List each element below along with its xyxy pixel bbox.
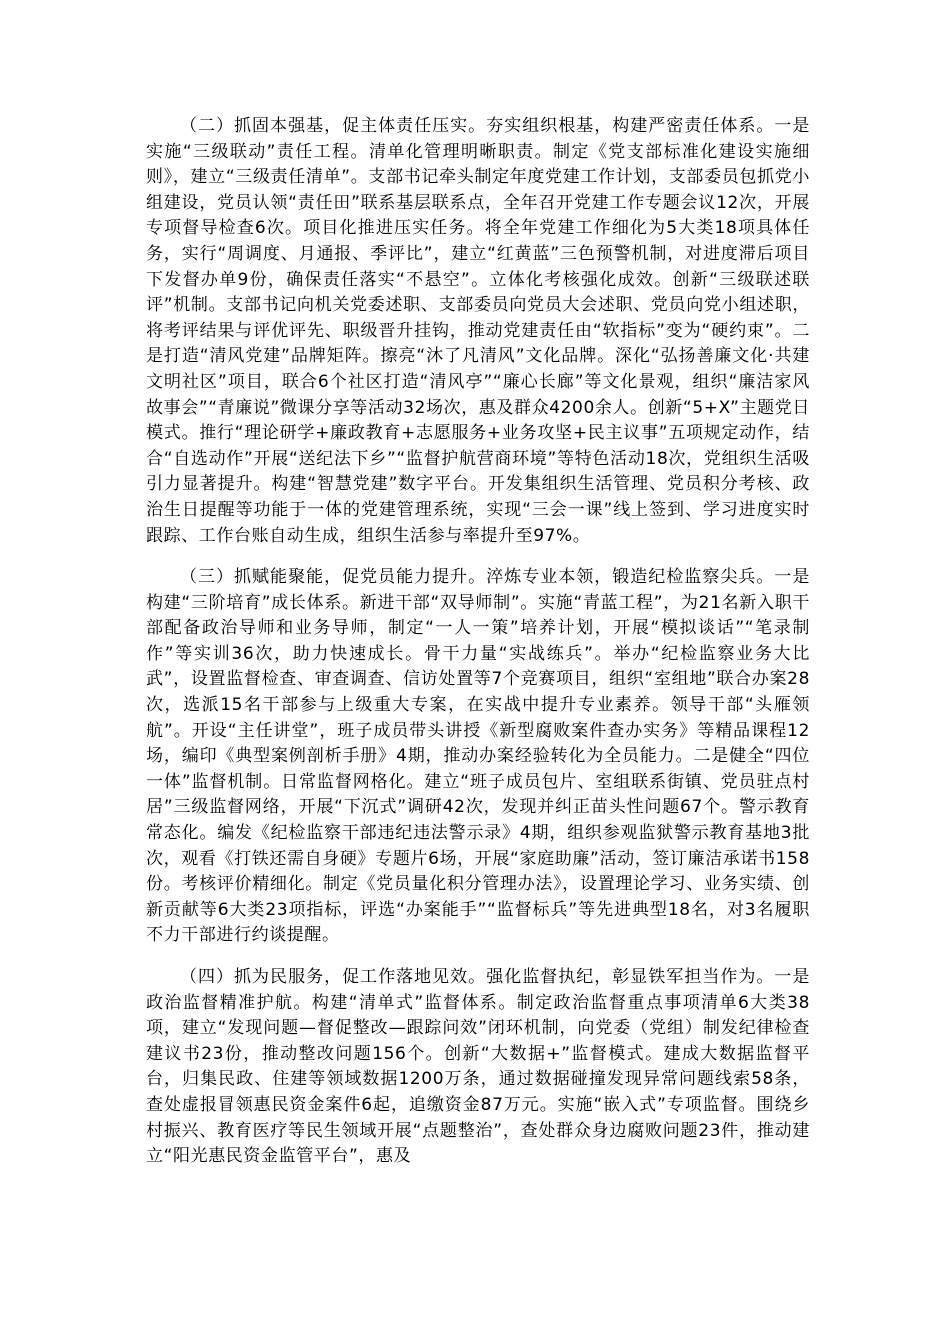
paragraph-section-four: （四）抓为民服务，促工作落地见效。强化监督执纪，彰显铁军担当作为。一是政治监督精准护航。构建“清单式”监督体系。制定政治监督重点事项清单6大类38项，建立“发现问题—督促整改—跟踪问效”闭环机制，向党委（党组）制发纪律检查建议书23份，推动整改问题156个。创新“大数据+”监督模式。建成大数据监督平台，归集民政、住建等领域数据1200万条，通过数据碰撞发现异常问题线索58条，查处虚报冒领惠民资金案件6起，追缴资金87万元。实施“嵌入式”专项监督。围绕乡村振兴、教育医疗等民生领域开展“点题整治”，查处群众身边腐败问题23件，推动建立“阳光惠民资金监管平台”，惠及 [146,967,810,1167]
paragraph-section-three: （三）抓赋能聚能，促党员能力提升。淬炼专业本领，锻造纪检监察尖兵。一是构建“三阶培育”成长体系。新进干部“双导师制”。实施“青蓝工程”，为21名新入职干部配备政治导师和业务导师，制定“一人一策”培养计划，开展“模拟谈话”“笔录制作”等实训36次，助力快速成长。骨干力量“实战练兵”。举办“纪检监察业务大比武”，设置监督检查、审查调查、信访处置等7个竞赛项目，组织“室组地”联合办案28次，选派15名干部参与上级重大专案，在实战中提升专业素养。领导干部“头雁领航”。开设“主任讲堂”，班子成员带头讲授《新型腐败案件查办实务》等精品课程12场，编印《典型案例剖析手册》4期，推动办案经验转化为全员能力。二是健全“四位一体”监督机制。日常监督网格化。建立“班子成员包片、室组联系街镇、党员驻点村居”三级监督网络，开展“下沉式”调研42次，发现并纠正苗头性问题67个。警示教育常态化。编发《纪检监察干部违纪违法警示录》4期，组织参观监狱警示教育基地3批次，观看《打铁还需自身硬》专题片6场，开展“家庭助廉”活动，签订廉洁承诺书158份。考核评价精细化。制定《党员量化积分管理办法》，设置理论学习、业务实绩、创新贡献等6大类23项指标，评选“办案能手”“监督标兵”等先进典型18名，对3名履职不力干部进行约谈提醒。 [146,567,810,946]
paragraph-section-two: （二）抓固本强基，促主体责任压实。夯实组织根基，构建严密责任体系。一是实施“三级联动”责任工程。清单化管理明晰职责。制定《党支部标准化建设实施细则》，建立“三级责任清单”。支部书记牵头制定年度党建工作计划，支部委员包抓党小组建设，党员认领“责任田”联系基层联系点，全年召开党建工作专题会议12次，开展专项督导检查6次。项目化推进压实任务。将全年党建工作细化为5大类18项具体任务，实行“周调度、月通报、季评比”，建立“红黄蓝”三色预警机制，对进度滞后项目下发督办单9份，确保责任落实“不悬空”。立体化考核强化成效。创新“三级联述联评”机制。支部书记向机关党委述职、支部委员向党员大会述职、党员向党小组述职，将考评结果与评优评先、职级晋升挂钩，推动党建责任由“软指标”变为“硬约束”。二是打造“清风党建”品牌矩阵。擦亮“沐了凡清风”文化品牌。深化“弘扬善廉文化·共建文明社区”项目，联合6个社区打造“清风亭”“廉心长廊”等文化景观，组织“廉洁家风故事会”“青廉说”微课分享等活动32场次，惠及群众4200余人。创新“5+X”主题党日模式。推行“理论研学+廉政教育+志愿服务+业务攻坚+民主议事”五项规定动作，结合“自选动作”开展“送纪法下乡”“监督护航营商环境”等特色活动18次，党组织生活吸引力显著提升。构建“智慧党建”数字平台。开发集组织生活管理、党员积分考核、政治生日提醒等功能于一体的党建管理系统，实现“三会一课”线上签到、学习进度实时跟踪、工作台账自动生成，组织生活参与率提升至97%。 [146,116,810,546]
document-body [146,114,810,1186]
